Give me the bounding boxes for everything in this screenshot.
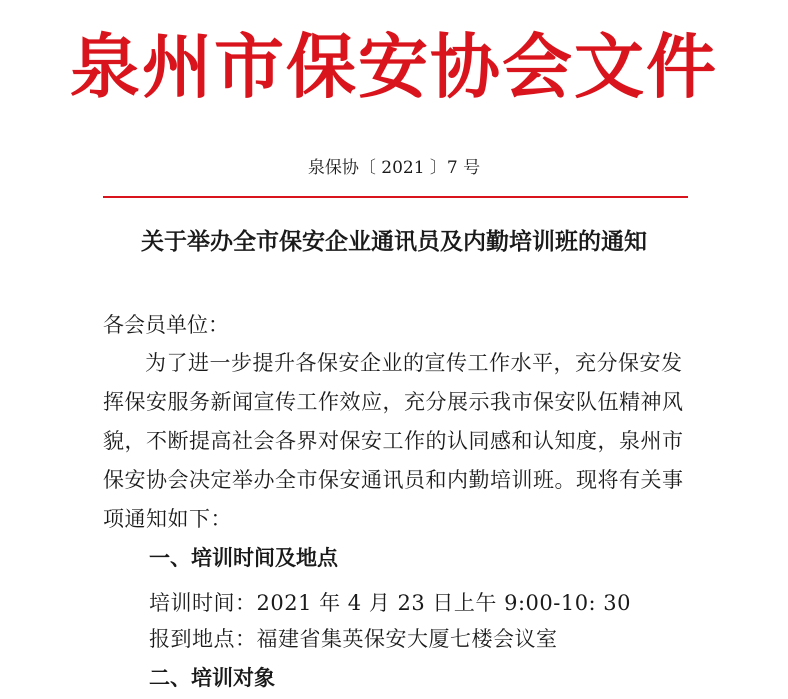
training-time-line <box>149 587 631 619</box>
check-in-location-label: 报到地点： <box>149 627 257 651</box>
training-time-value: 2021 年 4 月 23 日上午 9:00-10: 30 <box>256 591 632 615</box>
check-in-location-line <box>149 623 558 655</box>
header-divider <box>103 196 688 198</box>
document-title: 关于举办全市保安企业通讯员及内勤培训班的通知 <box>141 228 647 255</box>
document-number: 泉保协〔 2021 〕7 号 <box>307 158 481 178</box>
document-header-title: 泉州市保安协会文件 <box>70 25 718 108</box>
body-paragraph: 为了进一步提升各保安企业的宣传工作水平，充分保安发挥保安服务新闻宣传工作效应，充分展示我市保安队伍精神风貌，不断提高社会各界对保安工作的认同感和认知度，泉州市保安协会决定举办全市保安通讯员和内勤培训班。现将有关事项通知如下： <box>103 351 684 531</box>
salutation: 各会员单位： <box>103 313 229 337</box>
section-heading-1: 一、培训时间及地点 <box>149 546 338 570</box>
section-heading-2: 二、培训对象 <box>149 666 275 690</box>
check-in-location-value: 福建省集英保安大厦七楼会议室 <box>256 627 558 651</box>
training-time-label: 培训时间： <box>149 591 257 615</box>
